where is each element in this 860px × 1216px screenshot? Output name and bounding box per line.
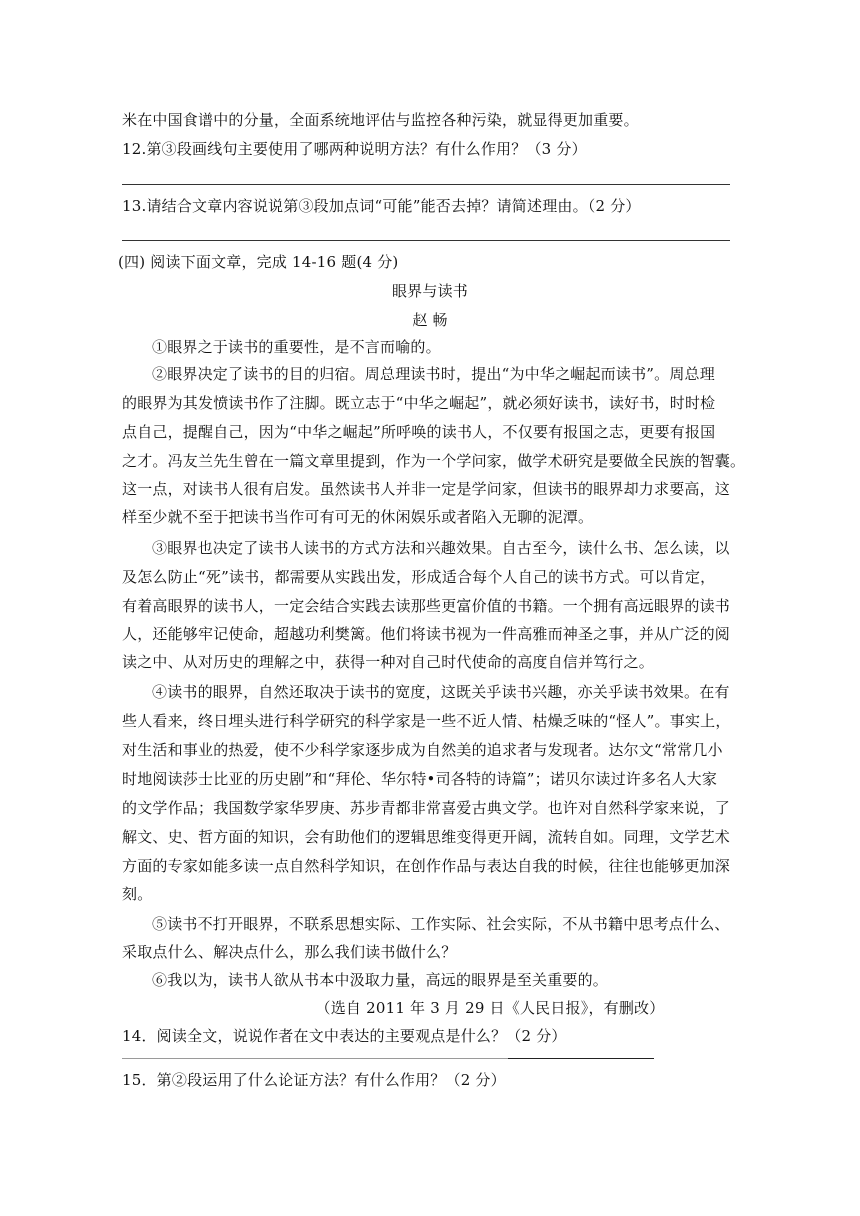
- paragraph-2-line: 点自己，提醒自己，因为“中华之崛起”所呼唤的读书人，不仅要有报国之志，更要有报国: [122, 423, 716, 441]
- paragraph-4-line: 些人看来，终日埋头进行科学研究的科学家是一些不近人情、枯燥乏味的“怪人”。事实上，: [122, 712, 731, 730]
- paragraph-4-line: 方面的专家如能多读一点自然科学知识，在创作作品与表达自我的时候，往往也能够更加深: [122, 857, 731, 875]
- paragraph-4-line: ④读书的眼界，自然还取决于读书的宽度，这既关乎读书兴趣，亦关乎读书效果。在有: [152, 683, 730, 701]
- article-author: 赵 畅: [412, 311, 448, 329]
- article-title: 眼界与读书: [391, 282, 468, 300]
- paragraph-3-line: 及怎么防止“死”读书，都需要从实践出发，形成适合每个人自己的读书方式。可以肯定，: [122, 568, 716, 586]
- paragraph-2-line: 这一点，对读书人很有启发。虽然读书人并非一定是学问家，但读书的眼界却力求要高，这: [122, 480, 731, 498]
- paragraph-5-line: ⑤读书不打开眼界，不联系思想实际、工作实际、社会实际，不从书籍中思考点什么、: [152, 915, 730, 933]
- section-heading: (四) 阅读下面文章，完成 14-16 题(4 分): [118, 253, 399, 271]
- paragraph-2-line: ②眼界决定了读书的目的归宿。周总理读书时，提出“为中华之崛起而读书”。周总理: [152, 365, 715, 383]
- paragraph-4-line: 时地阅读莎士比亚的历史剧”和“拜伦、华尔特•司各特的诗篇”；诺贝尔读过许多名人大家: [122, 770, 718, 788]
- paragraph-1: ①眼界之于读书的重要性，是不言而喻的。: [152, 338, 441, 356]
- paragraph-2-line: 样至少就不至于把读书当作可有可无的休闲娱乐或者陷入无聊的泥潭。: [122, 508, 594, 526]
- answer-line: [122, 1058, 508, 1059]
- question-14: 14．阅读全文，说说作者在文中表达的主要观点是什么？（2 分）: [122, 1027, 567, 1045]
- article-source: （选自 2011 年 3 月 29 日《人民日报》，有删改）: [315, 999, 665, 1017]
- paragraph-6: ⑥我以为，读书人欲从书本中汲取力量，高远的眼界是至关重要的。: [152, 971, 609, 989]
- paragraph-3-line: 人，还能够牢记使命，超越功利樊篱。他们将读书视为一件高雅而神圣之事，并从广泛的阅: [122, 625, 731, 643]
- paragraph-5-line: 采取点什么、解决点什么，那么我们读书做什么？: [122, 943, 457, 961]
- text-line: 米在中国食谱中的分量，全面系统地评估与监控各种污染，就显得更加重要。: [122, 111, 639, 129]
- paragraph-3-line: 有着高眼界的读书人，一定会结合实践去读那些更富价值的书籍。一个拥有高远眼界的读书: [122, 597, 731, 615]
- paragraph-3-line: 读之中、从对历史的理解之中，获得一种对自己时代使命的高度自信并笃行之。: [122, 653, 655, 671]
- paragraph-3-line: ③眼界也决定了读书人读书的方式方法和兴趣效果。自古至今，读什么书、怎么读，以: [152, 539, 730, 557]
- answer-line: [508, 1058, 654, 1059]
- question-12: 12.第③段画线句主要使用了哪两种说明方法？有什么作用？（3 分）: [122, 140, 587, 158]
- question-15: 15．第②段运用了什么论证方法？有什么作用？（2 分）: [122, 1071, 506, 1089]
- paragraph-4-line: 对生活和事业的热爱，使不少科学家逐步成为自然美的追求者与发现者。达尔文“常常几小: [122, 741, 723, 759]
- paragraph-4-line: 的文学作品；我国数学家华罗庚、苏步青都非常喜爱古典文学。也许对自然科学家来说，了: [122, 799, 731, 817]
- paragraph-4-line: 刻。: [122, 885, 153, 903]
- answer-line: [122, 240, 730, 241]
- paragraph-2-line: 的眼界为其发愤读书作了注脚。既立志于“中华之崛起”，就必须好读书，读好书，时时检: [122, 394, 716, 412]
- paragraph-2-line: 之才。冯友兰先生曾在一篇文章里提到，作为一个学问家，做学术研究是要做全民族的智囊。: [122, 452, 746, 470]
- paragraph-4-line: 解文、史、哲方面的知识，会有助他们的逻辑思维变得更开阔，流转自如。同理，文学艺术: [122, 828, 731, 846]
- question-13: 13.请结合文章内容说说第③段加点词“可能”能否去掉？请简述理由。（2 分）: [122, 197, 641, 215]
- answer-line: [122, 184, 730, 185]
